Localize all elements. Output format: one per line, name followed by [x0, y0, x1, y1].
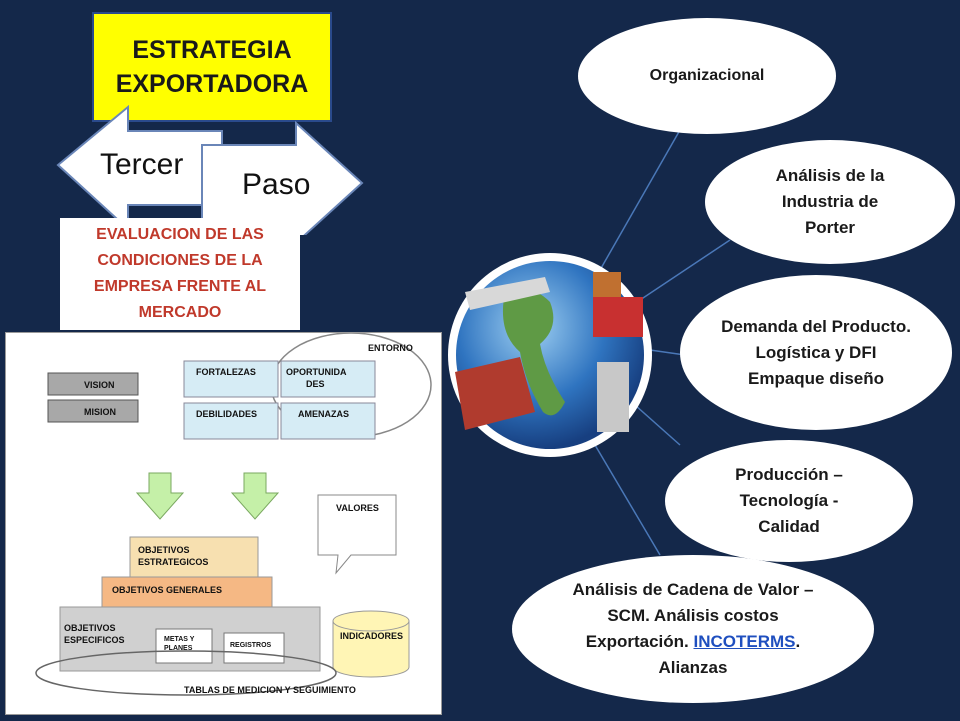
- metas-label-1: METAS Y: [164, 636, 195, 643]
- registros-label: REGISTROS: [230, 642, 272, 649]
- arrow-label-paso: Paso: [242, 168, 311, 201]
- oval-produccion-text: Producción – Tecnología - Calidad: [735, 465, 843, 536]
- strategic-planning-diagram: [5, 332, 442, 715]
- indicadores-label: INDICADORES: [340, 631, 404, 641]
- valores-label: VALORES: [336, 503, 379, 513]
- oval-porter: [705, 140, 955, 264]
- trailer-shape: [597, 362, 629, 432]
- title-line-1: ESTRATEGIA: [132, 36, 292, 64]
- metas-label-2: PLANES: [164, 645, 193, 652]
- incoterms-link[interactable]: INCOTERMS: [693, 632, 796, 651]
- oportunidades-label-1: OPORTUNIDA: [286, 367, 347, 377]
- cadena-suffix: . Alianzas: [658, 632, 801, 677]
- mision-label: MISION: [84, 407, 117, 417]
- oval-organizacional-text: Organizacional: [649, 67, 765, 84]
- tablas-label: TABLAS DE MEDICION Y SEGUIMIENTO: [184, 685, 356, 695]
- step-arrows: [50, 105, 370, 235]
- down-arrow-1: [137, 473, 183, 519]
- title-line-2: EXPORTADORA: [115, 70, 309, 98]
- vision-label: VISION: [84, 380, 115, 390]
- oval-demanda: [680, 275, 952, 430]
- planning-diagram-svg: [6, 333, 443, 716]
- obj-especificos-label-2: ESPECIFICOS: [64, 635, 125, 645]
- arrow-label-tercer: Tercer: [100, 148, 184, 181]
- oval-produccion: [665, 440, 913, 562]
- obj-estrategicos-label-2: ESTRATEGICOS: [138, 557, 209, 567]
- amenazas-label: AMENAZAS: [298, 409, 349, 419]
- obj-generales-label: OBJETIVOS GENERALES: [112, 585, 223, 595]
- obj-estrategicos-label-1: OBJETIVOS: [138, 545, 190, 555]
- fortalezas-label: FORTALEZAS: [196, 367, 256, 377]
- oval-demanda-text: Demanda del Producto. Logística y DFI Empaque diseño: [721, 316, 911, 388]
- evaluation-box: [60, 218, 300, 330]
- oval-porter-text: Análisis de la Industria de Porter: [775, 166, 885, 237]
- evaluation-text: EVALUACION DE LAS CONDICIONES DE LA EMPRESA FRENTE AL MERCADO: [93, 226, 267, 321]
- obj-especificos-label-1: OBJETIVOS: [64, 623, 116, 633]
- globe-logistics-image: [425, 252, 665, 462]
- oportunidades-label-2: DES: [306, 379, 325, 389]
- entorno-label: ENTORNO: [368, 343, 413, 353]
- cadena-prefix: Análisis de Cadena de Valor – SCM. Análisis costos Exportación.: [572, 580, 814, 651]
- down-arrow-2: [232, 473, 278, 519]
- truck-shape: [593, 297, 643, 337]
- oval-cadena-valor-text: [512, 577, 874, 681]
- debilidades-label: DEBILIDADES: [196, 409, 258, 419]
- oval-cadena-valor: [512, 555, 874, 703]
- oval-organizacional: [578, 18, 836, 134]
